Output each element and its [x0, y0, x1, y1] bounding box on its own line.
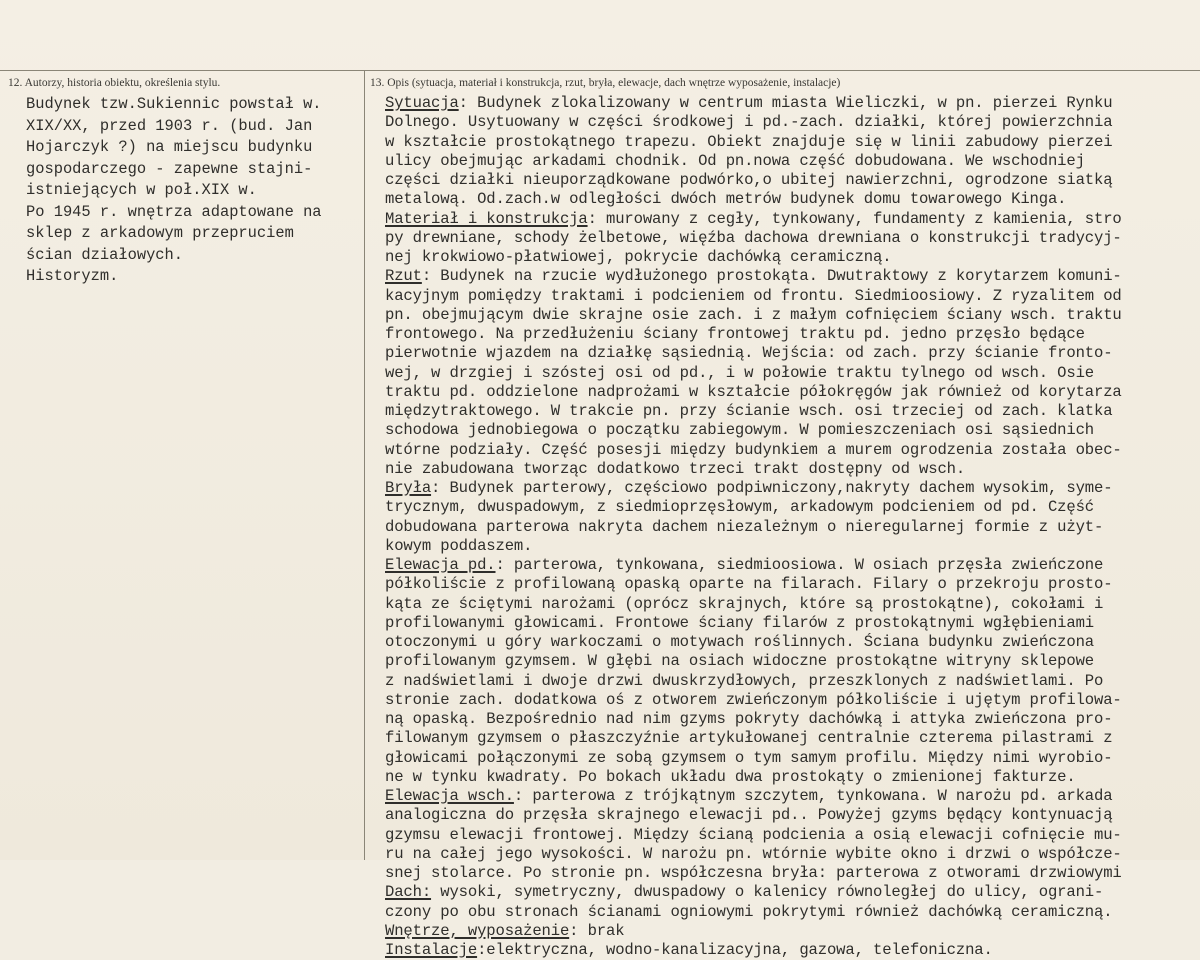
description-line	[385, 787, 1197, 806]
line-text: snej stolarce. Po stronie pn. współczesna bryła: parterowa z otworami drzwiowymi	[385, 864, 1122, 882]
line-text: stronie zach. dodatkowa oś z otworem zwieńczonym półkoliście i ujętym profilowa-	[385, 690, 1122, 709]
description-line	[385, 575, 1197, 594]
line-text: kąta ze ściętymi narożami (oprócz skrajnych, które są prostokątne), cokołami i	[385, 594, 1104, 613]
description-line	[385, 845, 1197, 864]
description-line	[385, 806, 1197, 825]
line-text: otoczonymi u góry warkoczami o motywach roślinnych. Ściana budynku zwieńczona	[385, 633, 1094, 651]
section-label: Bryła	[385, 479, 432, 497]
line-text: dobudowana parterowa nakryta dachem niezależnym o nieregularnej formie z użyt-	[385, 517, 1104, 536]
description-line	[385, 652, 1197, 671]
line-text: : Budynek parterowy, częściowo podpiwniczony,nakryty dachem wysokim, syme-	[431, 479, 1113, 497]
line-text: ną opaską. Bezpośrednio nad nim gzyms pokryty dachówką i attyka zwieńczona pro-	[385, 710, 1113, 728]
line-text: gzymsu elewacji frontowej. Między ścianą podcienia a osią elewacji cofnięcie mu-	[385, 825, 1122, 844]
description-line	[385, 864, 1197, 883]
line-text: : brak	[569, 921, 625, 940]
line-text: z nadświetlami i dwoje drzwi dwuskrzydłowych, przeszklonych z nadświetlami. Po	[385, 671, 1104, 690]
description-line	[385, 325, 1197, 344]
history-line: Po 1945 r. wnętrza adaptowane na	[26, 202, 322, 221]
description-line	[385, 633, 1197, 652]
line-text: części działki nieuporządkowane podwórko,o ubitej nawierzchni, ogrodzone siatką	[385, 171, 1113, 189]
line-text: profilowanym gzymsem. W głębi na osiach widoczne prostokątne witryny sklepowe	[385, 652, 1094, 671]
line-text: trycznym, dwuspadowym, z siedmioprzęsłowym, arkadowym podcieniem od pd. Część	[385, 498, 1094, 517]
section-label: Instalacje	[385, 941, 478, 959]
line-text: :elektryczna, wodno-kanalizacyjna, gazowa, telefoniczna.	[477, 941, 993, 959]
line-text: : Budynek zlokalizowany w centrum miasta Wieliczki, w pn. pierzei Rynku	[458, 94, 1113, 112]
description-line	[385, 941, 1197, 960]
description-line	[385, 287, 1197, 306]
history-line: sklep z arkadowym przepruciem	[26, 224, 294, 242]
line-text: międzytraktowego. W trakcie pn. przy ścianie wsch. osi trzeciej od zach. klatka	[385, 402, 1113, 420]
description-line	[385, 441, 1197, 460]
line-text: w kształcie prostokątnego trapezu. Obiekt znajduje się w linii zabudowy pierzei	[385, 132, 1113, 151]
description-line	[385, 421, 1197, 440]
history-line: Budynek tzw.Sukiennic powstał w.	[26, 95, 322, 113]
line-text: kacyjnym pomiędzy traktami i podcieniem od frontu. Siedmioosiowy. Z ryzalitem od	[385, 286, 1122, 305]
line-text: pn. obejmującym dwie skrajne osie zach. i z małym cofnięciem ściany wsch. traktu	[385, 305, 1122, 324]
description-line	[385, 190, 1197, 209]
description-line	[385, 672, 1197, 691]
description-text	[385, 94, 1197, 960]
description-line	[385, 691, 1197, 710]
description-line	[385, 460, 1197, 479]
description-line	[385, 768, 1197, 787]
line-text: pierwotnie wjazdem na działkę sąsiednią. Wejścia: od zach. przy ścianie fronto-	[385, 344, 1113, 363]
line-text: : parterowa z trójkątnym szczytem, tynkowana. W narożu pd. arkada	[513, 787, 1113, 805]
history-line: Historyzm.	[26, 267, 119, 285]
section-12-header: 12. Autorzy, historia obiektu, określenia stylu.	[8, 77, 221, 89]
section-label: Elewacja pd.	[385, 556, 496, 574]
line-text: wysoki, symetryczny, dwuspadowy o kalenicy równoległej do ulicy, ograni-	[431, 883, 1104, 902]
description-line	[385, 883, 1197, 902]
description-line	[385, 749, 1197, 768]
history-line: Hojarczyk ?) na miejscu budynku	[26, 138, 313, 156]
section-13-header: 13. Opis (sytuacja, materiał i konstrukcja, rzut, bryła, elewacje, dach wnętrze wyposażenie, instalacje)	[370, 77, 841, 89]
description-line	[385, 113, 1197, 132]
line-text: schodowa jednobiegowa o początku zabiegowym. W pomieszczeniach osi sąsiednich	[385, 421, 1094, 440]
line-text: py drewniane, schody żelbetowe, więźba dachowa drewniana o konstrukcji tradycyj-	[385, 228, 1122, 247]
description-line	[385, 248, 1197, 267]
history-line: gospodarczego - zapewne stajni-	[26, 159, 313, 178]
line-text: : murowany z cegły, tynkowany, fundamenty z kamienia, stro	[587, 209, 1122, 228]
description-line	[385, 614, 1197, 633]
description-line	[385, 364, 1197, 383]
section-label: Elewacja wsch.	[385, 787, 514, 805]
description-line	[385, 826, 1197, 845]
description-line	[385, 903, 1197, 922]
description-line	[385, 171, 1197, 190]
line-text: frontowego. Na przedłużeniu ściany frontowej traktu pd. jedno przęsło będące	[385, 325, 1085, 343]
line-text: półkoliście z profilowaną opaską oparte na filarach. Filary o przekroju prosto-	[385, 575, 1113, 594]
description-line	[385, 133, 1197, 152]
line-text: : parterowa, tynkowana, siedmioosiowa. W osiach przęsła zwieńczone	[495, 556, 1104, 574]
line-text: kowym poddaszem.	[385, 536, 533, 555]
description-line	[385, 479, 1197, 498]
line-text: ulicy obejmując arkadami chodnik. Od pn.nowa część dobudowana. We wschodniej	[385, 151, 1085, 170]
history-text	[26, 94, 362, 288]
section-label: Dach:	[385, 883, 432, 902]
section-label: Materiał i konstrukcja	[385, 209, 588, 228]
line-text: ru na całej jego wysokości. W narożu pn. wtórnie wybite okno i drzwi o współcze-	[385, 844, 1122, 863]
line-text: analogiczna do przęsła skrajnego elewacji pd.. Powyżej gzyms będący kontynuacją	[385, 806, 1113, 825]
line-text: Dolnego. Usytuowany w części środkowej i pd.-zach. działki, której powierzchnia	[385, 113, 1113, 132]
description-line	[385, 210, 1197, 229]
line-text: ne w tynku kwadraty. Po bokach układu dwa prostokąty o zmienionej fakturze.	[385, 767, 1076, 786]
description-line	[385, 402, 1197, 421]
description-line	[385, 306, 1197, 325]
description-line	[385, 556, 1197, 575]
description-line	[385, 595, 1197, 614]
description-line	[385, 729, 1197, 748]
line-text: czony po obu stronach ścianami ogniowymi pokrytymi również dachówką ceramiczną.	[385, 902, 1113, 921]
line-text: wtórne podziały. Część posesji między budynkiem a murem ogrodzenia została obec-	[385, 440, 1122, 459]
line-text: traktu pd. oddzielone nadprożami w kształcie półokręgów jak również od korytarza	[385, 382, 1122, 401]
horizontal-rule	[0, 70, 1200, 71]
description-line	[385, 383, 1197, 402]
description-line	[385, 152, 1197, 171]
description-line	[385, 94, 1197, 113]
column-divider	[364, 70, 365, 860]
section-label: Sytuacja	[385, 94, 459, 112]
description-line	[385, 922, 1197, 941]
line-text: profilowanymi głowicami. Frontowe ściany filarów z prostokątnymi wgłębieniami	[385, 613, 1094, 632]
history-line: XIX/XX, przed 1903 r. (bud. Jan	[26, 116, 313, 135]
history-line: istniejących w poł.XIX w.	[26, 181, 257, 199]
description-line	[385, 344, 1197, 363]
section-label: Wnętrze, wyposażenie	[385, 921, 570, 940]
line-text: filowanym gzymsem o płaszczyźnie artykułowanej centralnie czterema pilastrami z	[385, 729, 1113, 748]
history-line: ścian działowych.	[26, 245, 184, 264]
line-text: nej krokwiowo-płatwiowej, pokrycie dachówką ceramiczną.	[385, 248, 892, 266]
line-text: głowicami połączonymi ze sobą gzymsem o tym samym profilu. Między nimi wyrobio-	[385, 748, 1113, 767]
line-text: nie zabudowana tworząc dodatkowo trzeci trakt dostępny od wsch.	[385, 459, 966, 478]
description-line	[385, 537, 1197, 556]
line-text: metalową. Od.zach.w odległości dwóch metrów budynek domu towarowego Kinga.	[385, 190, 1067, 209]
line-text: wej, w drzgiej i szóstej osi od pd., i w połowie traktu tylnego od wsch. Osie	[385, 363, 1094, 382]
description-line	[385, 518, 1197, 537]
description-line	[385, 229, 1197, 248]
section-label: Rzut	[385, 267, 422, 286]
line-text: : Budynek na rzucie wydłużonego prostokąta. Dwutraktowy z korytarzem komuni-	[421, 267, 1122, 286]
description-line	[385, 498, 1197, 517]
description-line	[385, 710, 1197, 729]
description-line	[385, 267, 1197, 286]
